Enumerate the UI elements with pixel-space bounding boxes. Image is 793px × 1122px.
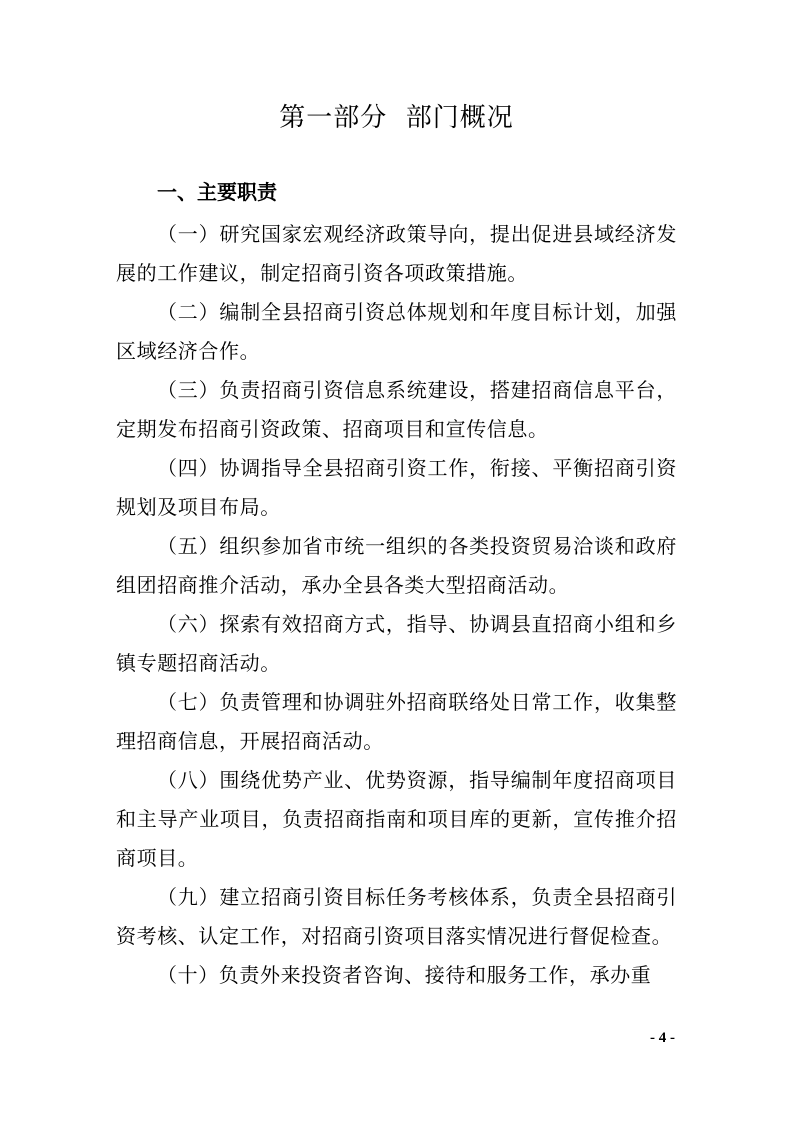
duty-item: （三）负责招商引资信息系统建设，搭建招商信息平台，定期发布招商引资政策、招商项目和宣传信息。 (116, 378, 677, 441)
duty-item: （七）负责管理和协调驻外招商联络处日常工作，收集整理招商信息，开展招商活动。 (116, 690, 677, 753)
duty-item: （九）建立招商引资目标任务考核体系，负责全县招商引资考核、认定工作，对招商引资项目落实情况进行督促检查。 (116, 885, 677, 948)
page-title: 第一部分 部门概况 (279, 103, 514, 133)
duty-item: （五）组织参加省市统一组织的各类投资贸易洽谈和政府组团招商推介活动，承办全县各类大型招商活动。 (116, 534, 677, 597)
section-heading: 一、主要职责 (157, 180, 277, 204)
duty-item: （六）探索有效招商方式，指导、协调县直招商小组和乡镇专题招商活动。 (116, 612, 677, 675)
duty-item: （四）协调指导全县招商引资工作，衔接、平衡招商引资规划及项目布局。 (116, 456, 677, 519)
duty-item: （十）负责外来投资者咨询、接待和服务工作，承办重 (157, 963, 652, 987)
duty-item: （八）围绕优势产业、优势资源，指导编制年度招商项目和主导产业项目，负责招商指南和项目库的更新，宣传推介招商项目。 (116, 768, 677, 870)
duty-item: （二）编制全县招商引资总体规划和年度目标计划，加强区域经济合作。 (116, 300, 677, 363)
page-number: - 4 - (650, 1030, 675, 1046)
duty-item: （一）研究国家宏观经济政策导向，提出促进县域经济发展的工作建议，制定招商引资各项政策措施。 (116, 222, 677, 285)
duties-list (116, 215, 677, 995)
